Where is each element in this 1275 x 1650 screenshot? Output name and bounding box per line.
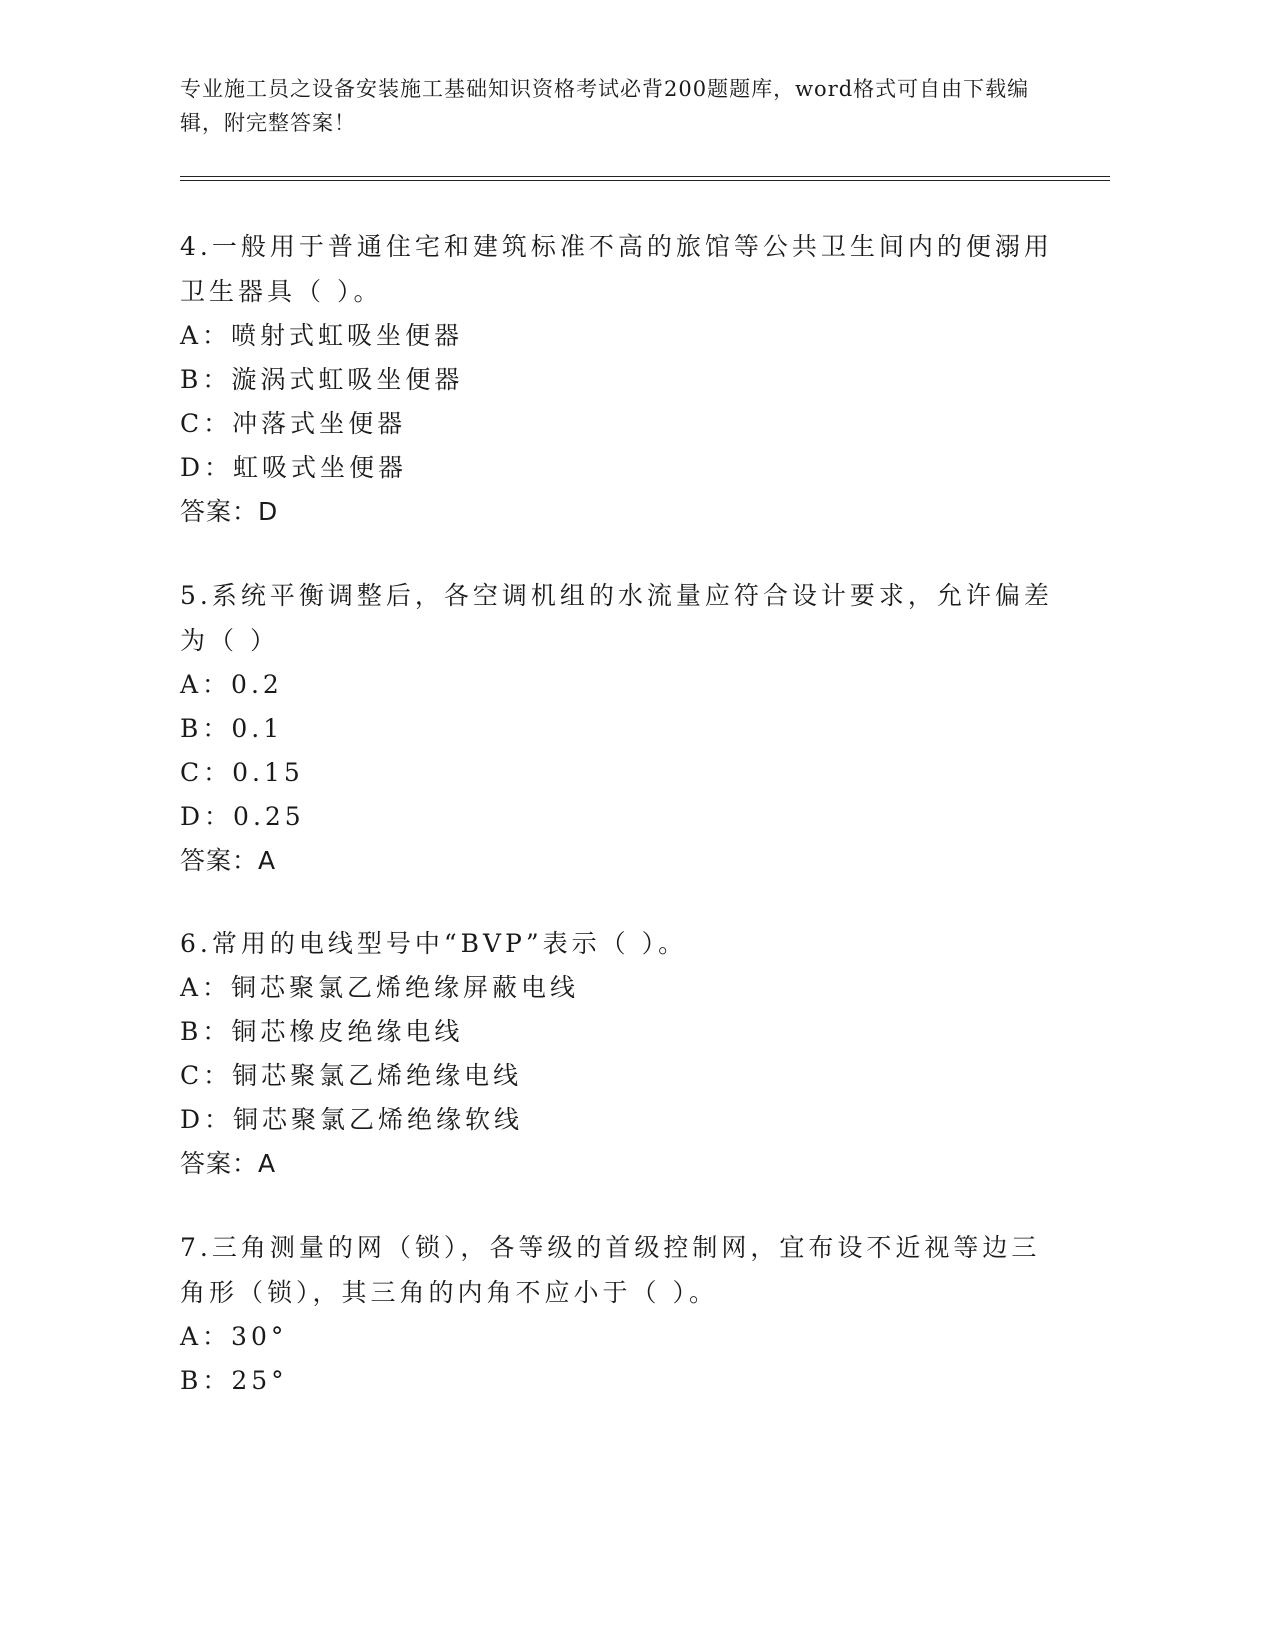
option-a: A：0.2 [180, 670, 283, 699]
question-stem: 5.系统平衡调整后，各空调机组的水流量应符合设计要求，允许偏差为（ ） [180, 581, 1053, 655]
question-4 [180, 224, 1060, 534]
option-d: D：铜芯聚氯乙烯绝缘软线 [180, 1105, 524, 1134]
document-header: 专业施工员之设备安装施工基础知识资格考试必背200题题库，word格式可自由下载编辑，附完整答案！ [180, 77, 1030, 135]
header-divider [180, 176, 1110, 181]
question-7 [180, 1225, 1060, 1403]
option-b: B：0.1 [180, 714, 284, 743]
option-a: A：铜芯聚氯乙烯绝缘屏蔽电线 [180, 973, 580, 1002]
option-c: C：冲落式坐便器 [180, 409, 407, 438]
question-6 [180, 921, 1060, 1186]
answer-line: 答案：A [180, 1149, 277, 1178]
option-d: D：0.25 [180, 802, 305, 831]
option-b: B：漩涡式虹吸坐便器 [180, 365, 464, 394]
question-stem: 4.一般用于普通住宅和建筑标准不高的旅馆等公共卫生间内的便溺用卫生器具（ ）。 [180, 232, 1053, 306]
option-b: B：铜芯橡皮绝缘电线 [180, 1017, 464, 1046]
answer-line: 答案：D [180, 497, 279, 526]
option-d: D：虹吸式坐便器 [180, 453, 408, 482]
option-c: C：铜芯聚氯乙烯绝缘电线 [180, 1061, 523, 1090]
option-a: A：30° [180, 1322, 288, 1351]
question-stem: 7.三角测量的网（锁），各等级的首级控制网，宜布设不近视等边三角形（锁），其三角的内角不应小于（ ）。 [180, 1233, 1041, 1307]
answer-line: 答案：A [180, 846, 277, 875]
question-5 [180, 573, 1060, 883]
option-b: B：25° [180, 1366, 288, 1395]
option-a: A：喷射式虹吸坐便器 [180, 321, 464, 350]
question-stem: 6.常用的电线型号中“BVP”表示（ ）。 [180, 929, 688, 958]
option-c: C：0.15 [180, 758, 304, 787]
